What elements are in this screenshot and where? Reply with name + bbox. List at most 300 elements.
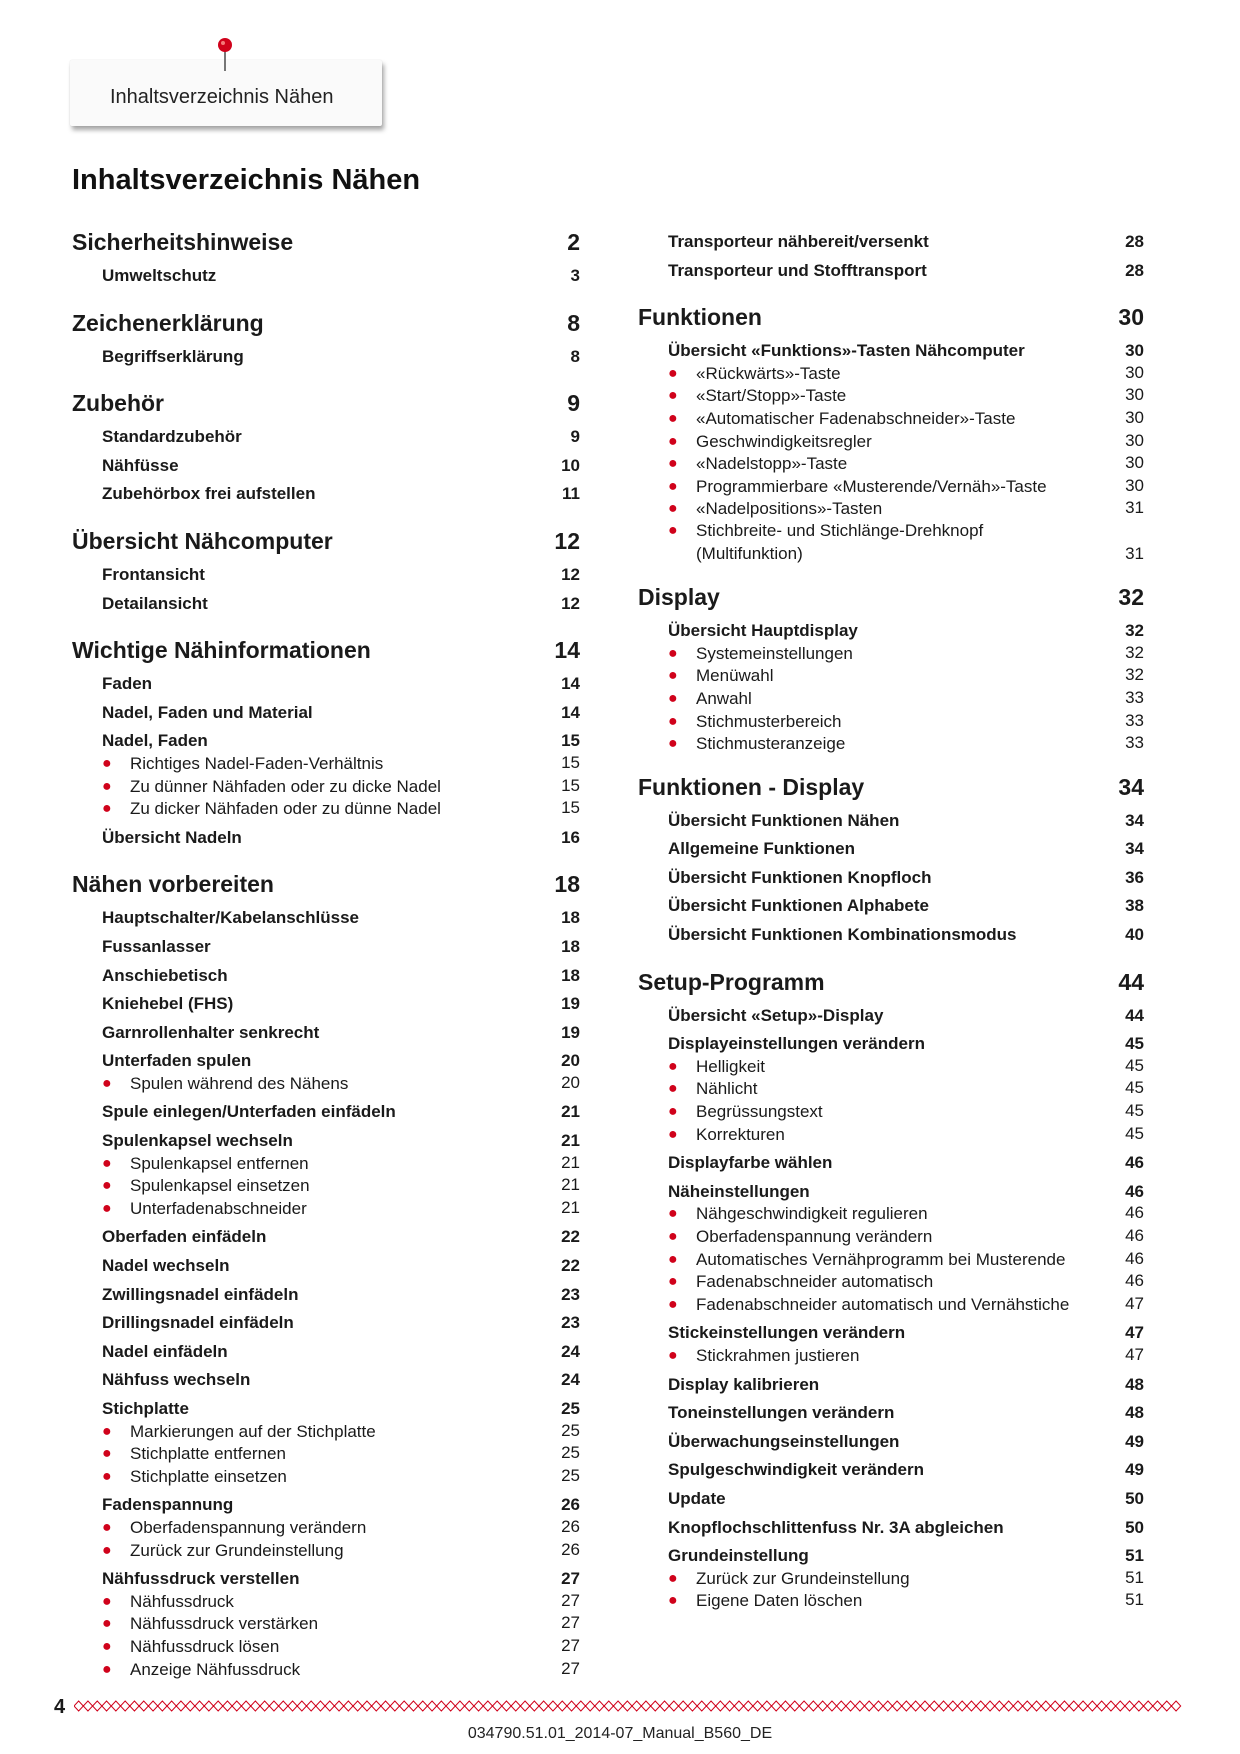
toc-bullet-entry[interactable] (72, 1465, 580, 1488)
page-title: Inhaltsverzeichnis Nähen (72, 164, 421, 196)
toc-page-number: 26 (561, 1495, 580, 1515)
toc-entry-label: «Automatischer Fadenabschneider»-Taste (696, 408, 1016, 428)
toc-page-number: 34 (1118, 773, 1144, 800)
toc-page-number: 9 (567, 390, 580, 417)
toc-page-number: 26 (561, 1516, 580, 1536)
toc-entry-label: Übersicht Nadeln (102, 827, 242, 847)
toc-page-number: 33 (1125, 733, 1144, 753)
toc-page-number: 20 (561, 1051, 580, 1071)
toc-page-number: 21 (561, 1175, 580, 1195)
toc-entry-label: Menüwahl (696, 666, 774, 686)
toc-entry-label: Fadenspannung (102, 1495, 234, 1515)
bullet-dot-icon: ● (102, 1467, 112, 1485)
bullet-dot-icon: ● (668, 409, 678, 427)
toc-page-number: 15 (561, 798, 580, 818)
bullet-dot-icon: ● (668, 1592, 678, 1610)
toc-page-number: 14 (561, 674, 580, 694)
toc-bullet-entry[interactable] (638, 1270, 1144, 1293)
toc-entry[interactable] (72, 480, 580, 509)
toc-page-number: 19 (561, 994, 580, 1014)
bullet-dot-icon: ● (102, 1615, 112, 1633)
toc-entry-label: Zu dicker Nähfaden oder zu dünne Nadel (130, 799, 441, 819)
toc-page-number: 27 (561, 1613, 580, 1633)
toc-entry-label: Zubehör (72, 390, 164, 417)
toc-entry[interactable] (638, 257, 1144, 286)
toc-bullet-entry[interactable] (638, 1248, 1144, 1271)
toc-entry[interactable] (72, 262, 580, 291)
toc-bullet-entry[interactable] (638, 1589, 1144, 1612)
toc-entry-label: Übersicht Hauptdisplay (668, 621, 858, 641)
toc-entry-label: Zurück zur Grundeinstellung (696, 1568, 910, 1588)
toc-entry[interactable] (72, 824, 580, 853)
toc-page-number: 46 (1125, 1203, 1144, 1223)
document-code: 034790.51.01_2014-07_Manual_B560_DE (467, 1725, 773, 1742)
toc-entry-label: Transporteur und Stofftransport (668, 260, 927, 280)
toc-entry[interactable] (638, 1399, 1144, 1428)
bullet-dot-icon: ● (102, 800, 112, 818)
bullet-dot-icon: ● (668, 1080, 678, 1098)
bullet-dot-icon: ● (102, 1592, 112, 1610)
toc-page-number: 30 (1125, 341, 1144, 361)
toc-entry[interactable] (638, 1456, 1144, 1485)
toc-entry[interactable] (72, 933, 580, 962)
toc-bullet-entry[interactable] (72, 752, 580, 775)
toc-entry-label: Setup-Programm (638, 968, 825, 995)
toc-page-number: 14 (561, 702, 580, 722)
toc-page-number: 47 (1125, 1344, 1144, 1364)
toc-page-number: 19 (561, 1022, 580, 1042)
bullet-dot-icon: ● (102, 1074, 112, 1092)
toc-page-number: 15 (561, 731, 580, 751)
toc-entry-label: Anwahl (696, 688, 752, 708)
toc-entry-label: Stichmusteranzeige (696, 734, 846, 754)
bullet-dot-icon: ● (668, 1103, 678, 1121)
toc-page-number: 48 (1125, 1374, 1144, 1394)
toc-page-number: 33 (1125, 710, 1144, 730)
toc-page-number: 47 (1125, 1293, 1144, 1313)
toc-bullet-entry[interactable] (638, 497, 1144, 520)
toc-entry-label: Hauptschalter/Kabelanschlüsse (102, 908, 359, 928)
toc-entry[interactable] (638, 921, 1144, 950)
toc-page-number: 24 (561, 1370, 580, 1390)
bullet-dot-icon: ● (102, 1660, 112, 1678)
toc-page-number: 47 (1125, 1323, 1144, 1343)
toc-section-heading[interactable] (72, 636, 580, 664)
toc-section-heading[interactable] (72, 870, 580, 898)
toc-entry-label: Umweltschutz (102, 266, 217, 285)
toc-page-number: 30 (1125, 453, 1144, 473)
toc-entry-label: Programmierbare «Musterende/Vernäh»-Taste (696, 476, 1047, 496)
toc-page-number: 27 (561, 1635, 580, 1655)
toc-page-number: 51 (1125, 1567, 1144, 1587)
toc-section-heading[interactable] (72, 527, 580, 555)
toc-entry-label: Zurück zur Grundeinstellung (130, 1540, 344, 1560)
toc-entry-label: Nähfussdruck (130, 1591, 234, 1611)
toc-entry[interactable] (72, 670, 580, 699)
toc-bullet-entry[interactable] (638, 1202, 1144, 1225)
toc-page-number: 51 (1125, 1546, 1144, 1566)
toc-entry-label: Übersicht Funktionen Knopfloch (668, 867, 932, 887)
toc-entry-label: Spule einlegen/Unterfaden einfädeln (102, 1102, 396, 1122)
toc-bullet-entry[interactable] (638, 687, 1144, 710)
toc-page-number: 24 (561, 1341, 580, 1361)
toc-entry-label: Nadel einfädeln (102, 1341, 228, 1361)
toc-page-number: 16 (561, 827, 580, 847)
toc-entry-label: Nadel wechseln (102, 1256, 230, 1276)
toc-entry[interactable] (638, 1428, 1144, 1457)
toc-bullet-entry[interactable] (638, 384, 1144, 407)
toc-bullet-entry[interactable] (638, 664, 1144, 687)
toc-page-number: 38 (1125, 896, 1144, 916)
toc-entry[interactable] (638, 1514, 1144, 1543)
toc-entry-label: Überwachungseinstellungen (668, 1431, 900, 1451)
toc-entry-label: Garnrollenhalter senkrecht (102, 1022, 320, 1042)
toc-entry-label: Fussanlasser (102, 936, 211, 956)
bullet-dot-icon: ● (102, 1177, 112, 1195)
toc-page-number: 22 (561, 1227, 580, 1247)
toc-entry-label: Übersicht Funktionen Nähen (668, 810, 900, 830)
toc-bullet-entry[interactable] (638, 1123, 1144, 1146)
toc-entry[interactable] (72, 962, 580, 991)
toc-bullet-entry[interactable] (638, 642, 1144, 665)
toc-page-number: 30 (1125, 475, 1144, 495)
toc-bullet-entry[interactable] (72, 1612, 580, 1635)
toc-entry-label: Oberfadenspannung verändern (130, 1517, 367, 1537)
bullet-dot-icon: ● (102, 754, 112, 772)
toc-entry-label: Richtiges Nadel-Faden-Verhältnis (130, 753, 384, 773)
toc-entry[interactable] (72, 590, 580, 619)
toc-entry[interactable] (72, 1019, 580, 1048)
toc-bullet-entry[interactable] (638, 475, 1144, 498)
toc-entry-label: «Rückwärts»-Taste (696, 363, 841, 383)
bullet-dot-icon: ● (668, 712, 678, 730)
toc-entry-label: Stickrahmen justieren (696, 1345, 860, 1365)
bullet-dot-icon: ● (102, 1422, 112, 1440)
toc-page-number: 46 (1125, 1248, 1144, 1268)
toc-page-number: 32 (1125, 665, 1144, 685)
toc-section-heading[interactable] (72, 389, 580, 417)
toc-page-number: 12 (561, 564, 580, 584)
toc-bullet-entry[interactable] (72, 1197, 580, 1220)
toc-page-number: 45 (1125, 1123, 1144, 1143)
toc-bullet-entry[interactable] (638, 732, 1144, 755)
toc-page-number: 50 (1125, 1517, 1144, 1537)
toc-page-number: 30 (1125, 430, 1144, 450)
toc-entry[interactable] (72, 423, 580, 452)
bullet-dot-icon: ● (668, 1569, 678, 1587)
toc-bullet-entry[interactable] (638, 1225, 1144, 1248)
bullet-dot-icon: ● (668, 477, 678, 495)
toc-entry-label: Funktionen - Display (638, 773, 865, 800)
toc-entry-label: Näheinstellungen (668, 1181, 810, 1201)
push-pin-icon (215, 37, 235, 71)
toc-page-number: 10 (561, 455, 580, 475)
toc-entry-label: Toneinstellungen verändern (668, 1403, 895, 1423)
toc-page-number: 46 (1125, 1181, 1144, 1201)
toc-entry-label: Systemeinstellungen (696, 643, 853, 663)
toc-page-number: 27 (561, 1590, 580, 1610)
toc-entry[interactable] (72, 452, 580, 481)
toc-page-number: 9 (570, 427, 580, 447)
toc-page-number: 34 (1125, 810, 1144, 830)
toc-entry-label: Oberfadenspannung verändern (696, 1227, 933, 1246)
toc-entry[interactable] (72, 561, 580, 590)
toc-bullet-entry[interactable] (72, 1590, 580, 1613)
bullet-dot-icon: ● (102, 777, 112, 795)
toc-entry-label: Stichbreite- und Stichlänge-Drehknopf (696, 520, 984, 540)
toc-page-number: 21 (561, 1102, 580, 1122)
toc-entry-label: Spulgeschwindigkeit verändern (668, 1460, 925, 1480)
toc-entry[interactable] (638, 1371, 1144, 1400)
toc-entry-label: Spulenkapsel einsetzen (130, 1176, 310, 1196)
toc-entry-label: Stichplatte einsetzen (130, 1466, 287, 1486)
toc-bullet-entry[interactable] (72, 1072, 580, 1095)
toc-bullet-entry[interactable] (72, 1420, 580, 1443)
toc-entry[interactable] (72, 1309, 580, 1338)
toc-bullet-entry[interactable] (72, 1174, 580, 1197)
toc-entry-label: Displayfarbe wählen (668, 1153, 833, 1173)
toc-page-number: 12 (554, 527, 580, 554)
toc-page-number: 46 (1125, 1271, 1144, 1291)
bullet-dot-icon: ● (102, 1541, 112, 1559)
bullet-dot-icon: ● (668, 1228, 678, 1245)
bullet-dot-icon: ● (668, 1250, 678, 1268)
toc-entry-label: Wichtige Nähinformationen (72, 637, 371, 664)
toc-entry[interactable] (72, 343, 580, 372)
toc-bullet-entry[interactable] (72, 1442, 580, 1465)
toc-entry-label: Display (638, 584, 720, 611)
toc-entry[interactable] (638, 228, 1144, 257)
toc-page-number: 49 (1125, 1431, 1144, 1451)
toc-entry-label: Grundeinstellung (668, 1546, 809, 1566)
bullet-dot-icon: ● (102, 1154, 112, 1172)
page-number: 4 (54, 1696, 66, 1718)
toc-section-heading[interactable] (72, 309, 580, 337)
toc-entry[interactable] (638, 835, 1144, 864)
toc-entry[interactable] (72, 1338, 580, 1367)
toc-page-number: 25 (561, 1443, 580, 1463)
toc-entry[interactable] (638, 807, 1144, 836)
toc-entry-label: Stichplatte (102, 1399, 189, 1418)
toc-section-heading[interactable] (638, 773, 1144, 801)
bullet-dot-icon: ● (102, 1199, 112, 1217)
toc-page-number: 23 (561, 1313, 580, 1333)
toc-page-number: 31 (1125, 543, 1144, 563)
bullet-dot-icon: ● (668, 735, 678, 753)
toc-bullet-entry[interactable] (72, 797, 580, 820)
toc-entry-label: Oberfaden einfädeln (102, 1227, 267, 1247)
toc-page-number: 8 (570, 346, 580, 366)
toc-section-heading[interactable] (72, 228, 580, 256)
decorative-zigzag-border (74, 1698, 1184, 1714)
toc-entry-label: Fadenabschneider automatisch und Vernähstiche (696, 1294, 1070, 1314)
toc-entry[interactable] (72, 1223, 580, 1252)
toc-page-number: 33 (1125, 687, 1144, 707)
toc-entry-label: Anzeige Nähfussdruck (130, 1659, 301, 1679)
toc-entry-label: Helligkeit (696, 1056, 765, 1076)
toc-entry-label: Zeichenerklärung (72, 309, 264, 336)
toc-bullet-entry[interactable] (638, 1077, 1144, 1100)
toc-page-number: 32 (1125, 621, 1144, 641)
toc-entry-label: Drillingsnadel einfädeln (102, 1313, 294, 1333)
toc-entry[interactable] (72, 990, 580, 1019)
toc-page-number: 25 (561, 1465, 580, 1485)
toc-column-right (638, 228, 1144, 1616)
toc-bullet-entry[interactable] (72, 1152, 580, 1175)
toc-entry[interactable] (72, 1366, 580, 1395)
toc-entry-label: Kniehebel (FHS) (102, 994, 234, 1014)
toc-bullet-entry[interactable] (638, 1100, 1144, 1123)
toc-entry[interactable] (638, 864, 1144, 893)
toc-entry-label: Funktionen (638, 304, 762, 331)
toc-entry-label: Zubehörbox frei aufstellen (102, 484, 316, 504)
bullet-dot-icon: ● (668, 432, 678, 450)
toc-bullet-entry[interactable] (638, 407, 1144, 430)
toc-entry-label: Zu dünner Nähfaden oder zu dicke Nadel (130, 776, 441, 796)
toc-bullet-entry[interactable] (638, 1567, 1144, 1590)
toc-page-number: 27 (561, 1569, 580, 1589)
toc-bullet-entry[interactable] (72, 1516, 580, 1539)
toc-page-number: 27 (561, 1658, 580, 1678)
toc-page-number: 26 (561, 1539, 580, 1559)
toc-entry-label: Nähfuss wechseln (102, 1370, 251, 1390)
toc-page-number: 23 (561, 1284, 580, 1304)
toc-page-number: 31 (1125, 498, 1144, 518)
toc-page-number: 8 (567, 309, 580, 336)
toc-column-left (72, 228, 580, 1684)
toc-bullet-entry[interactable] (638, 1293, 1144, 1316)
bullet-dot-icon: ● (668, 387, 678, 405)
toc-page-number: 36 (1125, 867, 1144, 887)
toc-entry-label: Update (668, 1488, 726, 1508)
toc-entry-label: Markierungen auf der Stichplatte (130, 1421, 376, 1441)
toc-entry-label: Frontansicht (102, 564, 205, 584)
toc-page-number: 25 (561, 1420, 580, 1440)
toc-entry[interactable] (72, 1281, 580, 1310)
toc-entry-label: Detailansicht (102, 593, 208, 613)
toc-entry-label: Faden (102, 674, 153, 694)
toc-entry-label: Nählicht (696, 1079, 758, 1099)
toc-bullet-entry[interactable] (638, 452, 1144, 475)
toc-entry-label: Nähgeschwindigkeit regulieren (696, 1204, 928, 1224)
toc-entry[interactable] (72, 904, 580, 933)
toc-entry[interactable] (638, 1002, 1144, 1031)
bullet-dot-icon: ● (668, 1205, 678, 1223)
bullet-dot-icon: ● (668, 689, 678, 707)
toc-entry[interactable] (638, 892, 1144, 921)
toc-page-number: 45 (1125, 1055, 1144, 1075)
toc-entry[interactable] (638, 1149, 1144, 1178)
toc-entry-label: Unterfadenabschneider (130, 1198, 307, 1218)
toc-page-number: 46 (1125, 1153, 1144, 1173)
toc-entry-label: Allgemeine Funktionen (668, 839, 856, 859)
bullet-dot-icon: ● (668, 1295, 678, 1313)
toc-entry-label: Eigene Daten löschen (696, 1591, 863, 1611)
bullet-dot-icon: ● (668, 521, 678, 539)
toc-bullet-entry[interactable] (638, 520, 1144, 565)
toc-bullet-entry[interactable] (72, 1539, 580, 1562)
toc-page-number: 30 (1118, 304, 1144, 331)
toc-page-number: 21 (561, 1152, 580, 1172)
toc-entry-label: Unterfaden spulen (102, 1051, 252, 1071)
toc-section-heading[interactable] (638, 303, 1144, 331)
toc-page-number: 18 (561, 965, 580, 985)
toc-page-number: 51 (1125, 1590, 1144, 1610)
toc-page-number: 21 (561, 1131, 580, 1151)
toc-entry-label: Display kalibrieren (668, 1374, 820, 1394)
toc-entry-label: Knopflochschlittenfuss Nr. 3A abgleichen (668, 1517, 1004, 1537)
toc-entry-label: Sicherheitshinweise (72, 229, 294, 255)
bullet-dot-icon: ● (668, 1125, 678, 1143)
toc-entry[interactable] (72, 699, 580, 728)
bullet-dot-icon: ● (668, 1346, 678, 1364)
toc-entry-label: Nähfussdruck lösen (130, 1636, 280, 1656)
toc-entry-label: «Start/Stopp»-Taste (696, 386, 847, 406)
toc-page-number: 28 (1125, 232, 1144, 251)
toc-page-number: 25 (561, 1399, 580, 1418)
toc-entry-label: Nadel, Faden (102, 731, 208, 751)
toc-entry-label: Automatisches Vernähprogramm bei Musterende (696, 1249, 1066, 1269)
toc-entry[interactable] (72, 1252, 580, 1281)
toc-entry-label: Displayeinstellungen verändern (668, 1034, 925, 1054)
toc-entry-label-continued: (Multifunktion) (696, 543, 803, 563)
toc-entry-label: Begrüssungstext (696, 1102, 823, 1122)
toc-page-number: 50 (1125, 1488, 1144, 1508)
toc-page-number: 12 (561, 593, 580, 613)
toc-bullet-entry[interactable] (72, 1658, 580, 1681)
toc-page-number: 45 (1125, 1034, 1144, 1054)
bullet-dot-icon: ● (668, 644, 678, 662)
bullet-dot-icon: ● (102, 1445, 112, 1463)
toc-section-heading[interactable] (638, 583, 1144, 611)
toc-entry-label: Spulenkapsel entfernen (130, 1153, 309, 1173)
toc-entry-label: Stickeinstellungen verändern (668, 1323, 906, 1343)
toc-page-number: 15 (561, 752, 580, 772)
toc-bullet-entry[interactable] (638, 710, 1144, 733)
toc-page-number: 18 (554, 871, 580, 898)
chapter-tab-label: Inhaltsverzeichnis Nähen (110, 86, 334, 108)
bullet-dot-icon: ● (668, 500, 678, 518)
toc-page-number: 18 (561, 908, 580, 928)
toc-entry-label: «Nadelstopp»-Taste (696, 454, 848, 474)
toc-bullet-entry[interactable] (638, 430, 1144, 453)
toc-entry-label: Nähfüsse (102, 455, 179, 475)
toc-page-number: 14 (554, 637, 580, 664)
toc-entry-label: Nähfussdruck verstellen (102, 1569, 300, 1589)
toc-entry-label: Anschiebetisch (102, 965, 228, 985)
bullet-dot-icon: ● (668, 455, 678, 473)
toc-page-number: 48 (1125, 1403, 1144, 1423)
toc-entry[interactable] (638, 1485, 1144, 1514)
toc-entry-label: «Nadelpositions»-Tasten (696, 499, 883, 519)
toc-section-heading[interactable] (638, 968, 1144, 996)
toc-bullet-entry[interactable] (72, 775, 580, 798)
toc-page-number: 40 (1125, 925, 1144, 945)
toc-entry-label: Begriffserklärung (102, 346, 244, 366)
toc-entry[interactable] (72, 1098, 580, 1127)
toc-page-number: 45 (1125, 1078, 1144, 1098)
toc-entry-label: Geschwindigkeitsregler (696, 431, 872, 451)
toc-bullet-entry[interactable] (72, 1635, 580, 1658)
toc-entry-label: Standardzubehör (102, 427, 242, 447)
toc-page-number: 21 (561, 1197, 580, 1217)
toc-entry-label: Spulen während des Nähens (130, 1073, 349, 1093)
toc-page-number: 28 (1125, 260, 1144, 280)
toc-entry-label: Übersicht Funktionen Kombinationsmodus (668, 925, 1017, 945)
toc-page-number: 30 (1125, 362, 1144, 382)
toc-page-number: 20 (561, 1072, 580, 1092)
toc-entry-label: Zwillingsnadel einfädeln (102, 1284, 299, 1304)
